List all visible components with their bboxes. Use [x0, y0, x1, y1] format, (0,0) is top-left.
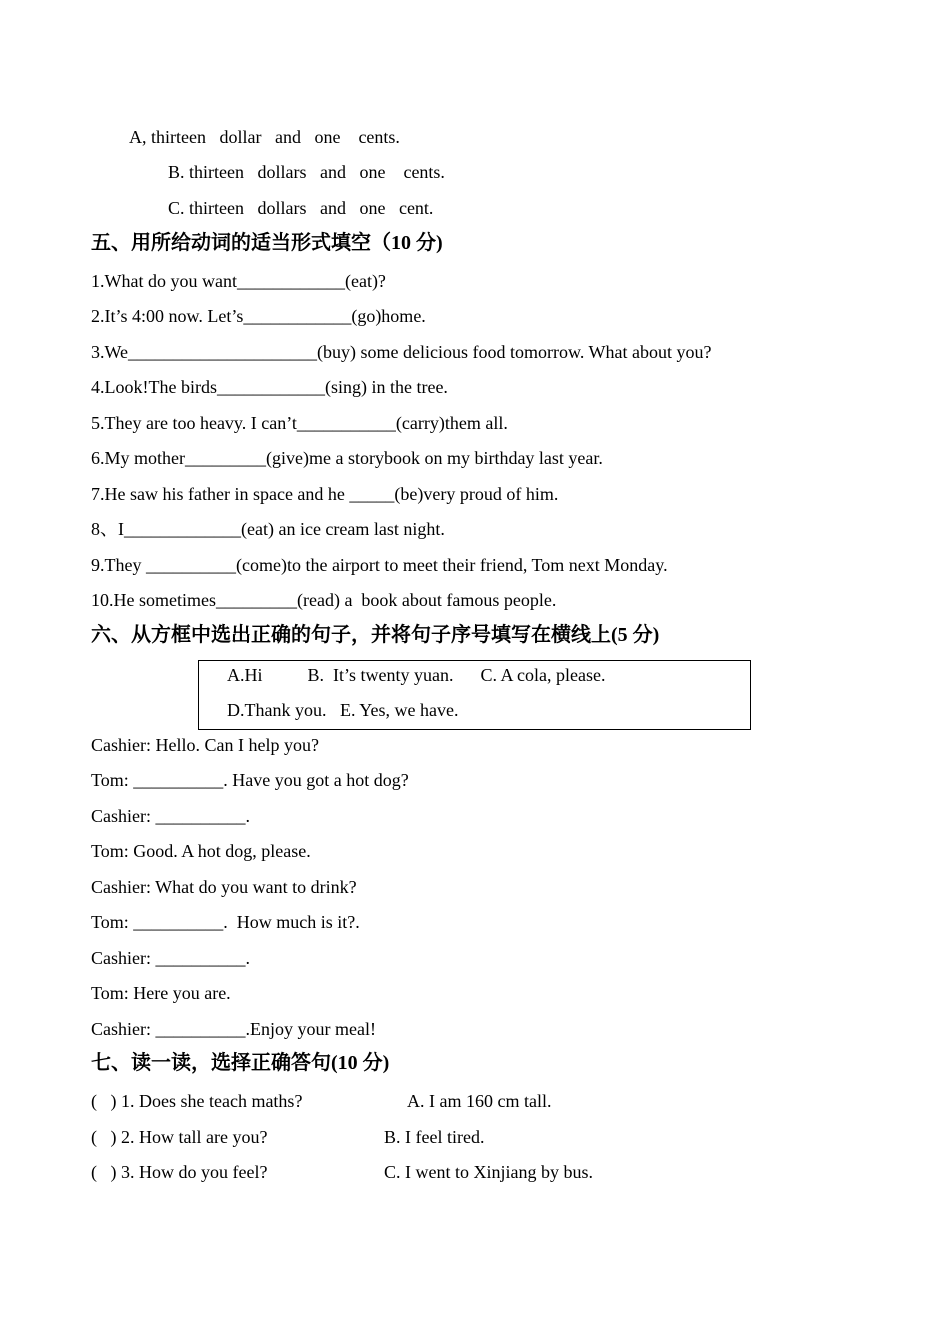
section5-item: 3.We_____________________(buy) some delicious food tomorrow. What about you?	[91, 342, 712, 362]
section7-question: ( ) 2. How tall are you?	[91, 1127, 268, 1147]
section5-item: 6.My mother_________(give)me a storybook on my birthday last year.	[91, 448, 603, 468]
section7-question: ( ) 1. Does she teach maths?	[91, 1091, 303, 1111]
section5-item: 9.They __________(come)to the airport to meet their friend, Tom next Monday.	[91, 555, 668, 575]
dialogue-line: Tom: __________. How much is it?.	[91, 912, 360, 932]
dialogue-line: Cashier: __________.	[91, 948, 250, 968]
dialogue-line: Cashier: What do you want to drink?	[91, 877, 357, 897]
section5-item: 2.It’s 4:00 now. Let’s____________(go)home.	[91, 306, 426, 326]
dialogue-line: Tom: Here you are.	[91, 983, 231, 1003]
section5-title: 五、用所给动词的适当形式填空（10 分)	[91, 232, 443, 254]
section7-answer: C. I went to Xinjiang by bus.	[384, 1162, 593, 1182]
dialogue-line: Cashier: Hello. Can I help you?	[91, 735, 319, 755]
section5-item: 5.They are too heavy. I can’t___________(carry)them all.	[91, 413, 508, 433]
section7-title: 七、读一读，选择正确答句(10 分)	[91, 1052, 390, 1074]
options-row-2: D.Thank you. E. Yes, we have.	[227, 700, 459, 720]
dialogue-line: Cashier: __________.Enjoy your meal!	[91, 1019, 376, 1039]
section5-item: 4.Look!The birds____________(sing) in the tree.	[91, 377, 448, 397]
section5-item: 1.What do you want____________(eat)?	[91, 271, 386, 291]
option-a: A, thirteen dollar and one cents.	[129, 127, 400, 147]
options-box	[198, 660, 751, 730]
section7-answer: B. I feel tired.	[384, 1127, 485, 1147]
dialogue-line: Tom: Good. A hot dog, please.	[91, 841, 311, 861]
dialogue-line: Cashier: __________.	[91, 806, 250, 826]
section5-item: 10.He sometimes_________(read) a book about famous people.	[91, 590, 557, 610]
section7-answer: A. I am 160 cm tall.	[407, 1091, 552, 1111]
options-row-1: A.Hi B. It’s twenty yuan. C. A cola, please.	[227, 665, 606, 685]
dialogue-line: Tom: __________. Have you got a hot dog?	[91, 770, 409, 790]
section5-item: 7.He saw his father in space and he _____(be)very proud of him.	[91, 484, 559, 504]
option-c: C. thirteen dollars and one cent.	[168, 198, 434, 218]
section6-title: 六、从方框中选出正确的句子，并将句子序号填写在横线上(5 分)	[91, 624, 660, 646]
section5-item: 8、I_____________(eat) an ice cream last night.	[91, 519, 445, 539]
section7-question: ( ) 3. How do you feel?	[91, 1162, 268, 1182]
option-b: B. thirteen dollars and one cents.	[168, 162, 445, 182]
